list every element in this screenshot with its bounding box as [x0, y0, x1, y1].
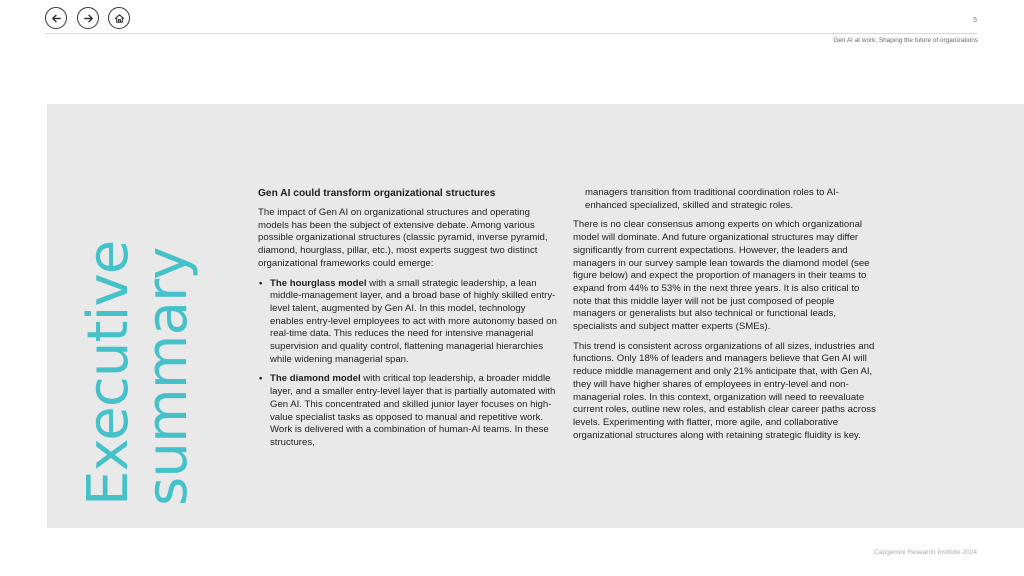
column-heading: Gen AI could transform organizational structures: [258, 188, 496, 199]
arrow-right-icon: [82, 12, 95, 25]
header-divider: [45, 33, 977, 34]
page-number: 5: [973, 17, 977, 24]
list-item-hourglass: [258, 278, 558, 367]
back-button[interactable]: [45, 7, 67, 29]
report-title: Gen AI at work: Shaping the future of organizations: [833, 37, 978, 44]
forward-button[interactable]: [77, 7, 99, 29]
list-item-diamond: [258, 373, 558, 449]
home-icon: [113, 12, 126, 25]
hourglass-title: The hourglass model: [270, 277, 367, 289]
section-title-line1: Executive: [76, 240, 141, 506]
trend-paragraph: This trend is consistent across organizations of all sizes, industries and functions. Only 18% of leaders and managers believe that Gen AI will reduce middle management and only 21% anticipate that, with Gen AI, they will have higher shares of employees in entry-level and non-managerial roles. In this context, organization will need to reevaluate current roles, outline new roles, and establish clear career paths across levels. Experimenting with flatter, more agile, and collaborative organizational structures along with retaining strategic fluidity is key.: [573, 340, 876, 441]
consensus-paragraph: There is no clear consensus among experts on which organizational model will dominate. And future organizational structures may differ significantly from current expectations. However, the leaders and managers in our survey sample lean towards the diamond model (see figure below) and expect the proportion of managers in their teams to expand from 44% to 53% in the next three years. It is also critical to note that this middle layer will not be just composed of people managers or generalists but also technical or functional leads, specialists and subject matter experts (SMEs).: [573, 219, 870, 333]
section-title-line2: summary: [135, 247, 200, 506]
continuation-paragraph: managers transition from traditional coordination roles to AI-enhanced specialized, skilled and strategic roles.: [585, 187, 839, 211]
home-button[interactable]: [108, 7, 130, 29]
arrow-left-icon: [50, 12, 63, 25]
intro-paragraph: The impact of Gen AI on organizational structures and operating models has been the subject of extensive debate. Among various possible organizational structures (classic pyramid, inverse pyramid, diamond, hourglass, pillar, etc.), most experts suggest two distinct organizational frameworks could emerge:: [258, 207, 548, 269]
diamond-text: with critical top leadership, a broader middle layer, and a smaller entry-level layer that is partially automated with Gen AI. This concentrated and skilled junior layer focuses on high-value specialist tasks as opposed to manual and repetitive work. Work is delivered with a combination of human-AI teams. In these structures,: [270, 373, 556, 448]
hourglass-text: with a small strategic leadership, a lean middle-management layer, and a broad base of highly skilled entry-level talent, augmented by Gen AI. In this model, technology enables entry-level employees to act with more autonomy based on real-time data. This reduces the need for intensive managerial supervision and quality control, flattening managerial hierarchies while widening managerial span.: [270, 277, 557, 365]
text-column-left: [258, 187, 558, 457]
diamond-title: The diamond model: [270, 373, 361, 385]
text-column-right: [573, 187, 879, 449]
section-title: [76, 231, 200, 506]
model-list: [258, 278, 558, 450]
footer-credit: Capgemini Research Institute 2024: [874, 549, 977, 556]
